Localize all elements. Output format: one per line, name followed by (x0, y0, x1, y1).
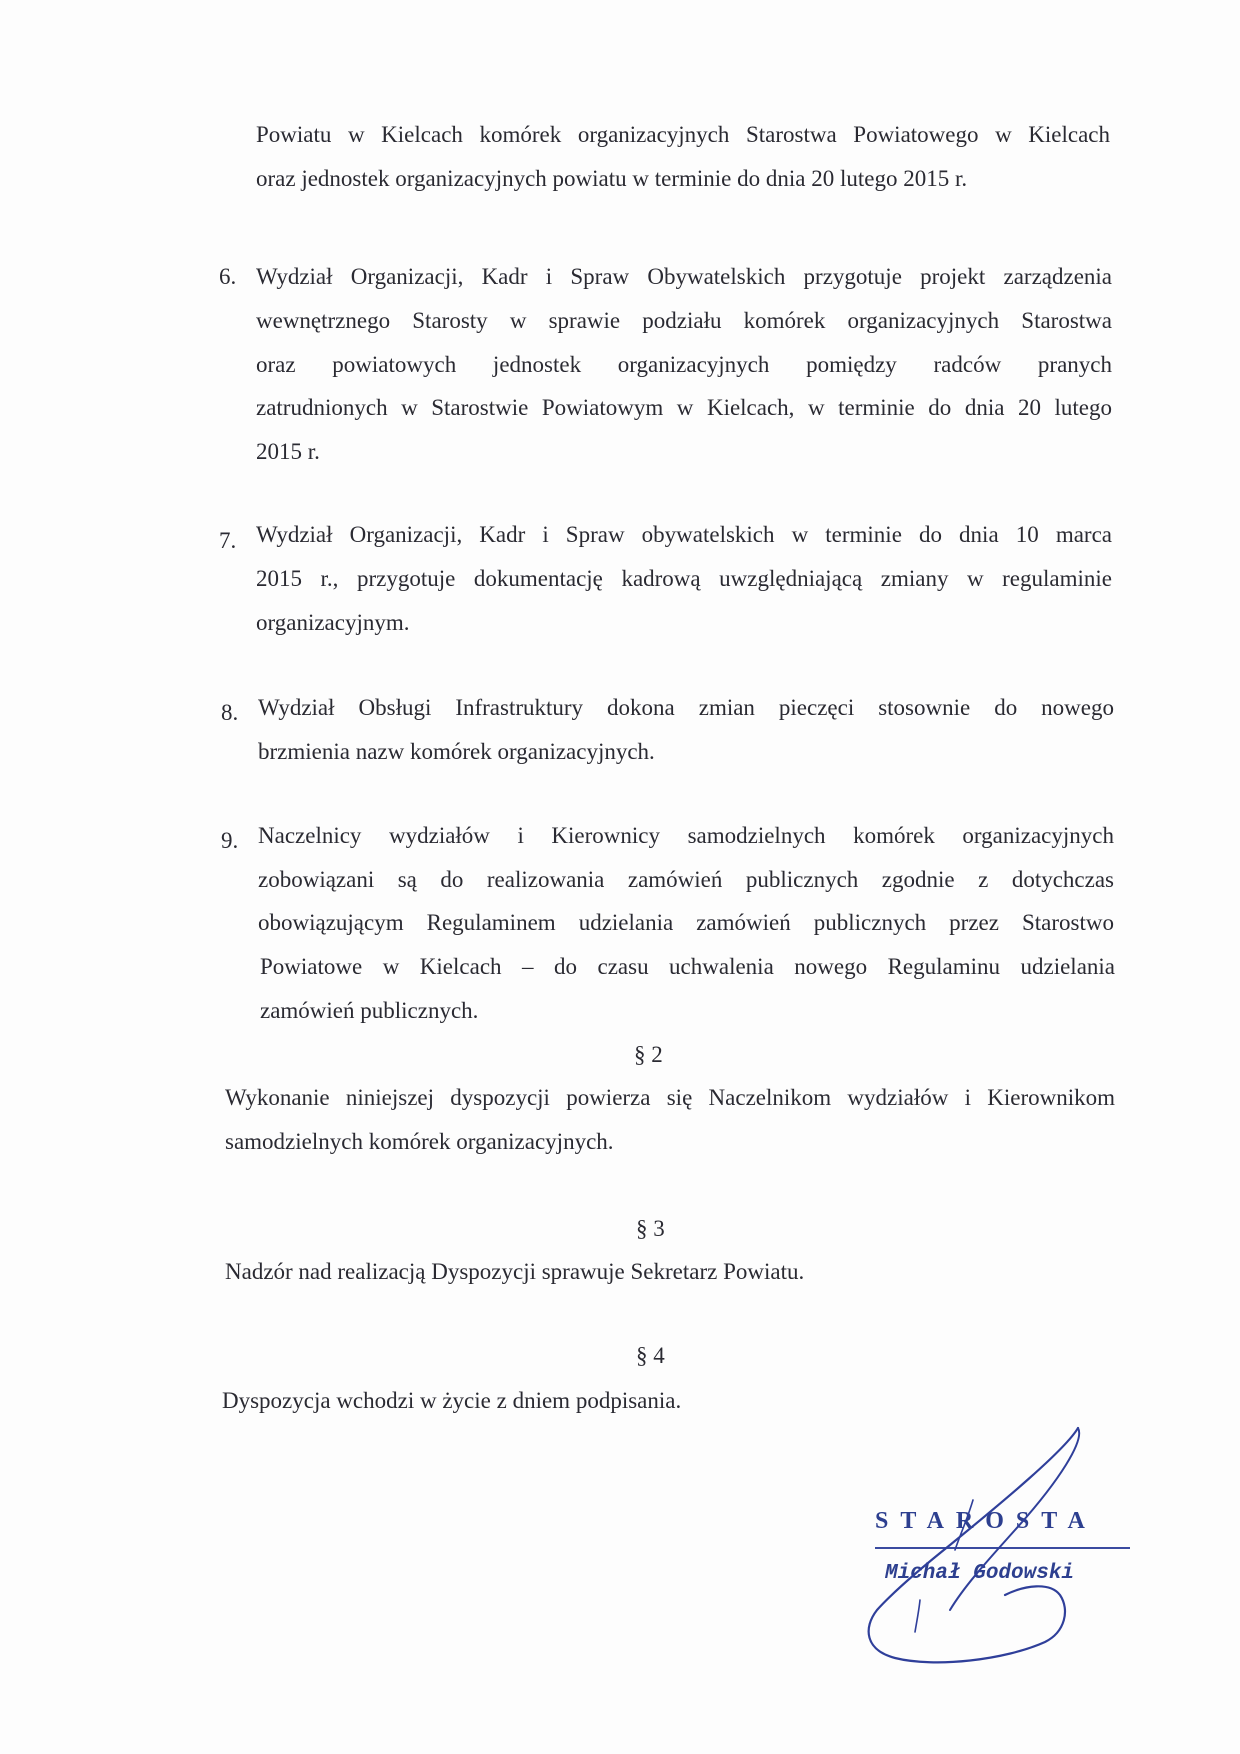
list-item-line: organizacyjnym. (256, 610, 410, 635)
intro-line-2: oraz jednostek organizacyjnych powiatu w terminie do dnia 20 lutego 2015 r. (256, 166, 968, 191)
list-item-line: 2015 r., przygotuje dokumentację kadrową uwzględniającą zmiany w regulaminie (256, 566, 1112, 591)
section-line: samodzielnych komórek organizacyjnych. (225, 1129, 614, 1154)
list-item-line: wewnętrznego Starosty w sprawie podziału komórek organizacyjnych Starostwa (256, 308, 1112, 333)
list-item-line: 2015 r. (256, 439, 320, 464)
list-item-number: 8. (221, 700, 239, 725)
list-item-number: 7. (219, 528, 237, 553)
list-item-line: zatrudnionych w Starostwie Powiatowym w Kielcach, w terminie do dnia 20 lutego (256, 395, 1112, 420)
list-item-line: obowiązującym Regulaminem udzielania zamówień publicznych przez Starostwo (258, 910, 1114, 935)
handwritten-signature (855, 1410, 1155, 1670)
section-line: Nadzór nad realizacją Dyspozycji sprawuje Sekretarz Powiatu. (225, 1259, 805, 1284)
list-item-number: 9. (221, 828, 239, 853)
list-item-line: Powiatowe w Kielcach – do czasu uchwalenia nowego Regulaminu udzielania (260, 954, 1115, 979)
section-heading: § 2 (634, 1042, 663, 1067)
list-item-number: 6. (219, 264, 237, 289)
stamp-name: Michał Godowski (885, 1562, 1075, 1585)
official-stamp (855, 1410, 1155, 1670)
list-item-line: Wydział Organizacji, Kadr i Spraw Obywatelskich przygotuje projekt zarządzenia (256, 264, 1112, 289)
list-item-line: zamówień publicznych. (260, 998, 479, 1023)
intro-line-1: Powiatu w Kielcach komórek organizacyjnych Starostwa Powiatowego w Kielcach (256, 122, 1110, 147)
list-item-line: brzmienia nazw komórek organizacyjnych. (258, 739, 655, 764)
list-item-line: Wydział Organizacji, Kadr i Spraw obywatelskich w terminie do dnia 10 marca (256, 522, 1112, 547)
list-item-line: Naczelnicy wydziałów i Kierownicy samodzielnych komórek organizacyjnych (258, 823, 1114, 848)
section-heading: § 4 (636, 1343, 665, 1368)
list-item-line: oraz powiatowych jednostek organizacyjnych pomiędzy radców pranych (256, 352, 1112, 377)
section-heading: § 3 (636, 1216, 665, 1241)
list-item-line: zobowiązani są do realizowania zamówień publicznych zgodnie z dotychczas (258, 867, 1114, 892)
list-item-line: Wydział Obsługi Infrastruktury dokona zmian pieczęci stosownie do nowego (258, 695, 1114, 720)
stamp-title: STAROSTA (875, 1508, 1097, 1534)
section-line: Wykonanie niniejszej dyspozycji powierza się Naczelnikom wydziałów i Kierownikom (225, 1085, 1115, 1110)
section-line: Dyspozycja wchodzi w życie z dniem podpisania. (222, 1388, 682, 1413)
